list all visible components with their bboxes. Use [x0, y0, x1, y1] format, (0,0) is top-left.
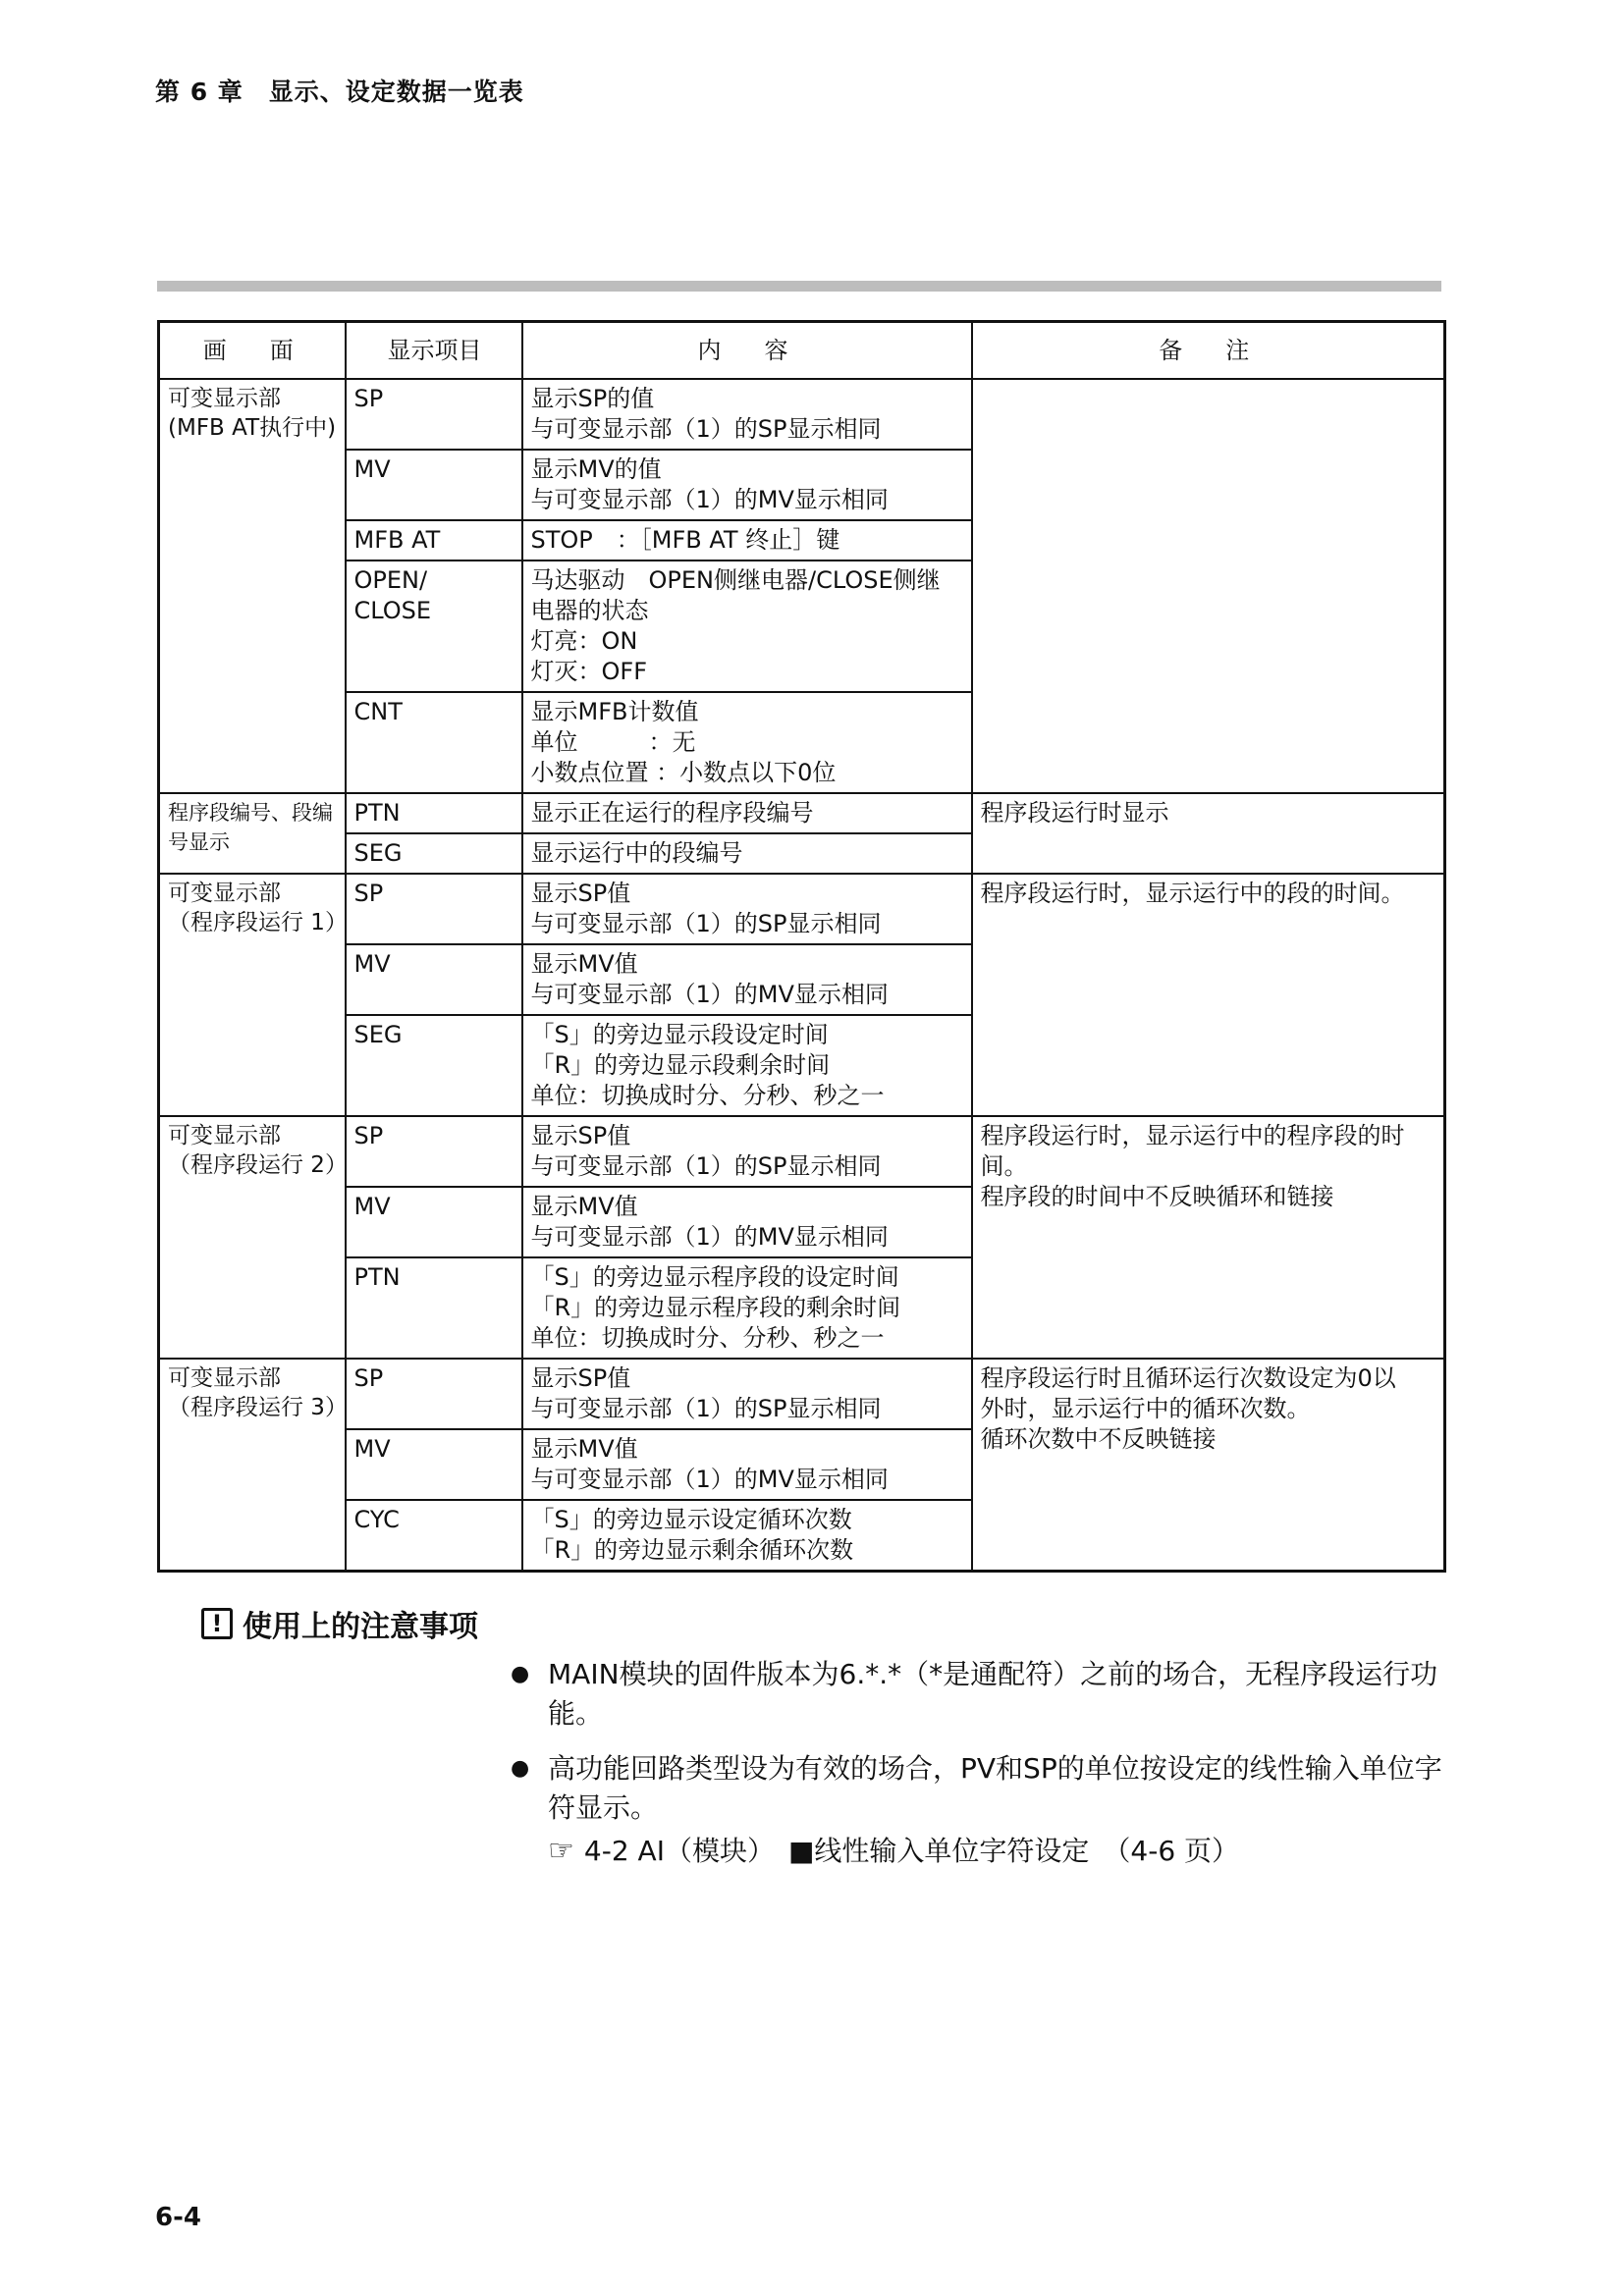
table-row [159, 874, 1445, 944]
content-line: 与可变显示部（1）的SP显示相同 [530, 1395, 882, 1422]
header-display-item: 显示项目 [346, 322, 522, 380]
screen-name-cell [159, 874, 346, 1116]
cross-reference[interactable] [548, 1832, 1443, 1871]
header-remarks: 备 注 [972, 322, 1445, 380]
table-row [159, 1116, 1445, 1187]
content-line: 小数点位置 ：小数点以下0位 [530, 759, 837, 786]
display-item-line: MV [353, 455, 391, 483]
screen-name-cell [159, 793, 346, 874]
content-line: 「S」的旁边显示段设定时间 [530, 1021, 829, 1048]
table-row [159, 1359, 1445, 1429]
content-line: 显示MV值 [530, 1435, 638, 1463]
content-line: 灯灭：OFF [530, 658, 647, 685]
content-cell [522, 1429, 972, 1500]
table-header-row [159, 322, 1445, 380]
content-cell [522, 520, 972, 561]
notice-list [511, 1655, 1443, 1871]
content-line: 「S」的旁边显示设定循环次数 [530, 1506, 852, 1533]
display-item-cell [346, 1500, 522, 1572]
content-line: 单位：切换成时分、分秒、秒之一 [530, 1324, 885, 1352]
content-cell [522, 561, 972, 692]
screen-name-line: 可变显示部 [168, 1365, 281, 1391]
content-line: 「R」的旁边显示程序段的剩余时间 [530, 1294, 901, 1321]
screen-name-cell [159, 379, 346, 793]
remarks-line: 程序段的时间中不反映循环和链接 [980, 1183, 1334, 1210]
display-item-cell [346, 793, 522, 833]
remarks-line: 程序段运行时，显示运行中的段的时间。 [980, 880, 1405, 907]
chapter-title: 第 6 章 显示、设定数据一览表 [155, 78, 524, 106]
content-line: 「S」的旁边显示程序段的设定时间 [530, 1263, 899, 1291]
display-item-cell [346, 833, 522, 874]
display-item-cell [346, 1015, 522, 1116]
display-item-line: SP [353, 1122, 384, 1149]
display-item-cell [346, 379, 522, 450]
content-cell [522, 1500, 972, 1572]
bullet-icon: ● [511, 1662, 530, 1686]
display-item-line: SP [353, 880, 384, 907]
content-line: 显示运行中的段编号 [530, 839, 743, 867]
table-row [159, 793, 1445, 833]
header-screen: 画 面 [159, 322, 346, 380]
content-cell [522, 379, 972, 450]
display-item-line: CLOSE [353, 597, 432, 624]
content-cell [522, 692, 972, 793]
remarks-line: 程序段运行时且循环运行次数设定为0以 [980, 1364, 1396, 1392]
content-line: 灯亮：ON [530, 627, 638, 655]
content-line: 显示SP值 [530, 1364, 631, 1392]
content-line: 显示SP值 [530, 880, 631, 907]
display-item-line: OPEN/ [353, 566, 428, 594]
content-cell [522, 1187, 972, 1257]
content-cell [522, 1257, 972, 1359]
display-item-cell [346, 1187, 522, 1257]
display-item-cell [346, 1359, 522, 1429]
content-line: 马达驱动 OPEN侧继电器/CLOSE侧继 [530, 566, 941, 594]
table-row [159, 379, 1445, 450]
content-line: 显示MV的值 [530, 455, 662, 483]
remarks-cell [972, 793, 1445, 874]
remarks-line: 外时，显示运行中的循环次数。 [980, 1395, 1311, 1422]
screen-name-line: 可变显示部 [168, 881, 281, 906]
display-item-line: MV [353, 1193, 391, 1220]
content-cell [522, 1015, 972, 1116]
screen-name-line: (MFB AT执行中) [168, 415, 337, 441]
content-line: 「R」的旁边显示剩余循环次数 [530, 1536, 854, 1564]
content-cell [522, 1116, 972, 1187]
remarks-cell [972, 379, 1445, 793]
screen-name-line: 程序段编号、段编 [168, 801, 333, 825]
screen-name-line: （程序段运行 1） [168, 910, 348, 935]
remarks-line: 循环次数中不反映链接 [980, 1425, 1217, 1453]
header-content: 内 容 [522, 322, 972, 380]
remarks-line: 间。 [980, 1152, 1028, 1180]
bullet-icon: ● [511, 1756, 530, 1781]
content-line: 显示MFB计数值 [530, 698, 699, 725]
table-body [159, 379, 1445, 1572]
display-item-cell [346, 1116, 522, 1187]
remarks-cell [972, 874, 1445, 1116]
remarks-line: 程序段运行时，显示运行中的程序段的时 [980, 1122, 1405, 1149]
usage-notice-heading [201, 1602, 478, 1645]
page-number: 6-4 [155, 2203, 201, 2232]
screen-name-line: 可变显示部 [168, 1123, 281, 1148]
screen-name-cell [159, 1359, 346, 1572]
content-cell [522, 944, 972, 1015]
display-item-line: SEG [353, 839, 403, 867]
content-cell [522, 833, 972, 874]
content-line: 显示MV值 [530, 950, 638, 978]
content-line: 电器的状态 [530, 597, 649, 624]
display-item-cell [346, 561, 522, 692]
display-item-cell [346, 692, 522, 793]
reference-text: 4-2 AI（模块） ■线性输入单位字符设定 （4-6 页） [583, 1835, 1240, 1867]
display-item-cell [346, 874, 522, 944]
screen-name-line: （程序段运行 3） [168, 1395, 348, 1420]
exclamation-icon: ! [201, 1608, 233, 1639]
display-item-line: PTN [353, 1263, 401, 1291]
content-cell [522, 1359, 972, 1429]
content-line: STOP ：［MFB AT 终止］键 [530, 526, 840, 554]
display-item-cell [346, 520, 522, 561]
display-item-line: MV [353, 950, 391, 978]
display-item-line: MFB AT [353, 526, 441, 554]
screen-name-line: 可变显示部 [168, 386, 281, 411]
display-item-line: SP [353, 385, 384, 412]
content-line: 与可变显示部（1）的MV显示相同 [530, 1466, 889, 1493]
display-item-line: SP [353, 1364, 384, 1392]
display-item-cell [346, 944, 522, 1015]
content-line: 与可变显示部（1）的MV显示相同 [530, 981, 889, 1008]
display-settings-table [157, 320, 1446, 1573]
list-item [511, 1749, 1443, 1828]
section-divider [157, 281, 1441, 292]
content-line: 单位：切换成时分、分秒、秒之一 [530, 1082, 885, 1109]
remarks-cell [972, 1359, 1445, 1572]
display-item-line: CNT [353, 698, 403, 725]
content-line: 显示SP的值 [530, 385, 655, 412]
content-cell [522, 874, 972, 944]
list-item [511, 1655, 1443, 1734]
content-line: 显示正在运行的程序段编号 [530, 799, 814, 827]
content-cell [522, 450, 972, 520]
content-line: 与可变显示部（1）的SP显示相同 [530, 910, 882, 937]
content-line: 与可变显示部（1）的SP显示相同 [530, 1152, 882, 1180]
display-item-line: SEG [353, 1021, 403, 1048]
display-item-line: PTN [353, 799, 401, 827]
content-line: 显示MV值 [530, 1193, 638, 1220]
content-line: 显示SP值 [530, 1122, 631, 1149]
remarks-cell [972, 1116, 1445, 1359]
content-line: 与可变显示部（1）的MV显示相同 [530, 486, 889, 513]
content-line: 与可变显示部（1）的MV显示相同 [530, 1223, 889, 1251]
display-item-cell [346, 1429, 522, 1500]
content-line: 「R」的旁边显示段剩余时间 [530, 1051, 831, 1079]
screen-name-line: 号显示 [168, 830, 230, 854]
screen-name-cell [159, 1116, 346, 1359]
notice-bullet-text: 高功能回路类型设为有效的场合，PV和SP的单位按设定的线性输入单位字符显示。 [548, 1752, 1442, 1824]
pointing-hand-icon: ☞ [548, 1834, 574, 1868]
remarks-line: 程序段运行时显示 [980, 799, 1169, 827]
content-line: 与可变显示部（1）的SP显示相同 [530, 415, 882, 443]
content-line: 单位 ：无 [530, 728, 696, 756]
notice-bullet-text: MAIN模块的固件版本为6.*.*（*是通配符）之前的场合，无程序段运行功能。 [548, 1658, 1438, 1730]
screen-name-line: （程序段运行 2） [168, 1152, 348, 1178]
display-item-cell [346, 1257, 522, 1359]
notice-title: 使用上的注意事项 [243, 1610, 478, 1644]
content-cell [522, 793, 972, 833]
display-item-line: CYC [353, 1506, 400, 1533]
display-item-line: MV [353, 1435, 391, 1463]
display-item-cell [346, 450, 522, 520]
